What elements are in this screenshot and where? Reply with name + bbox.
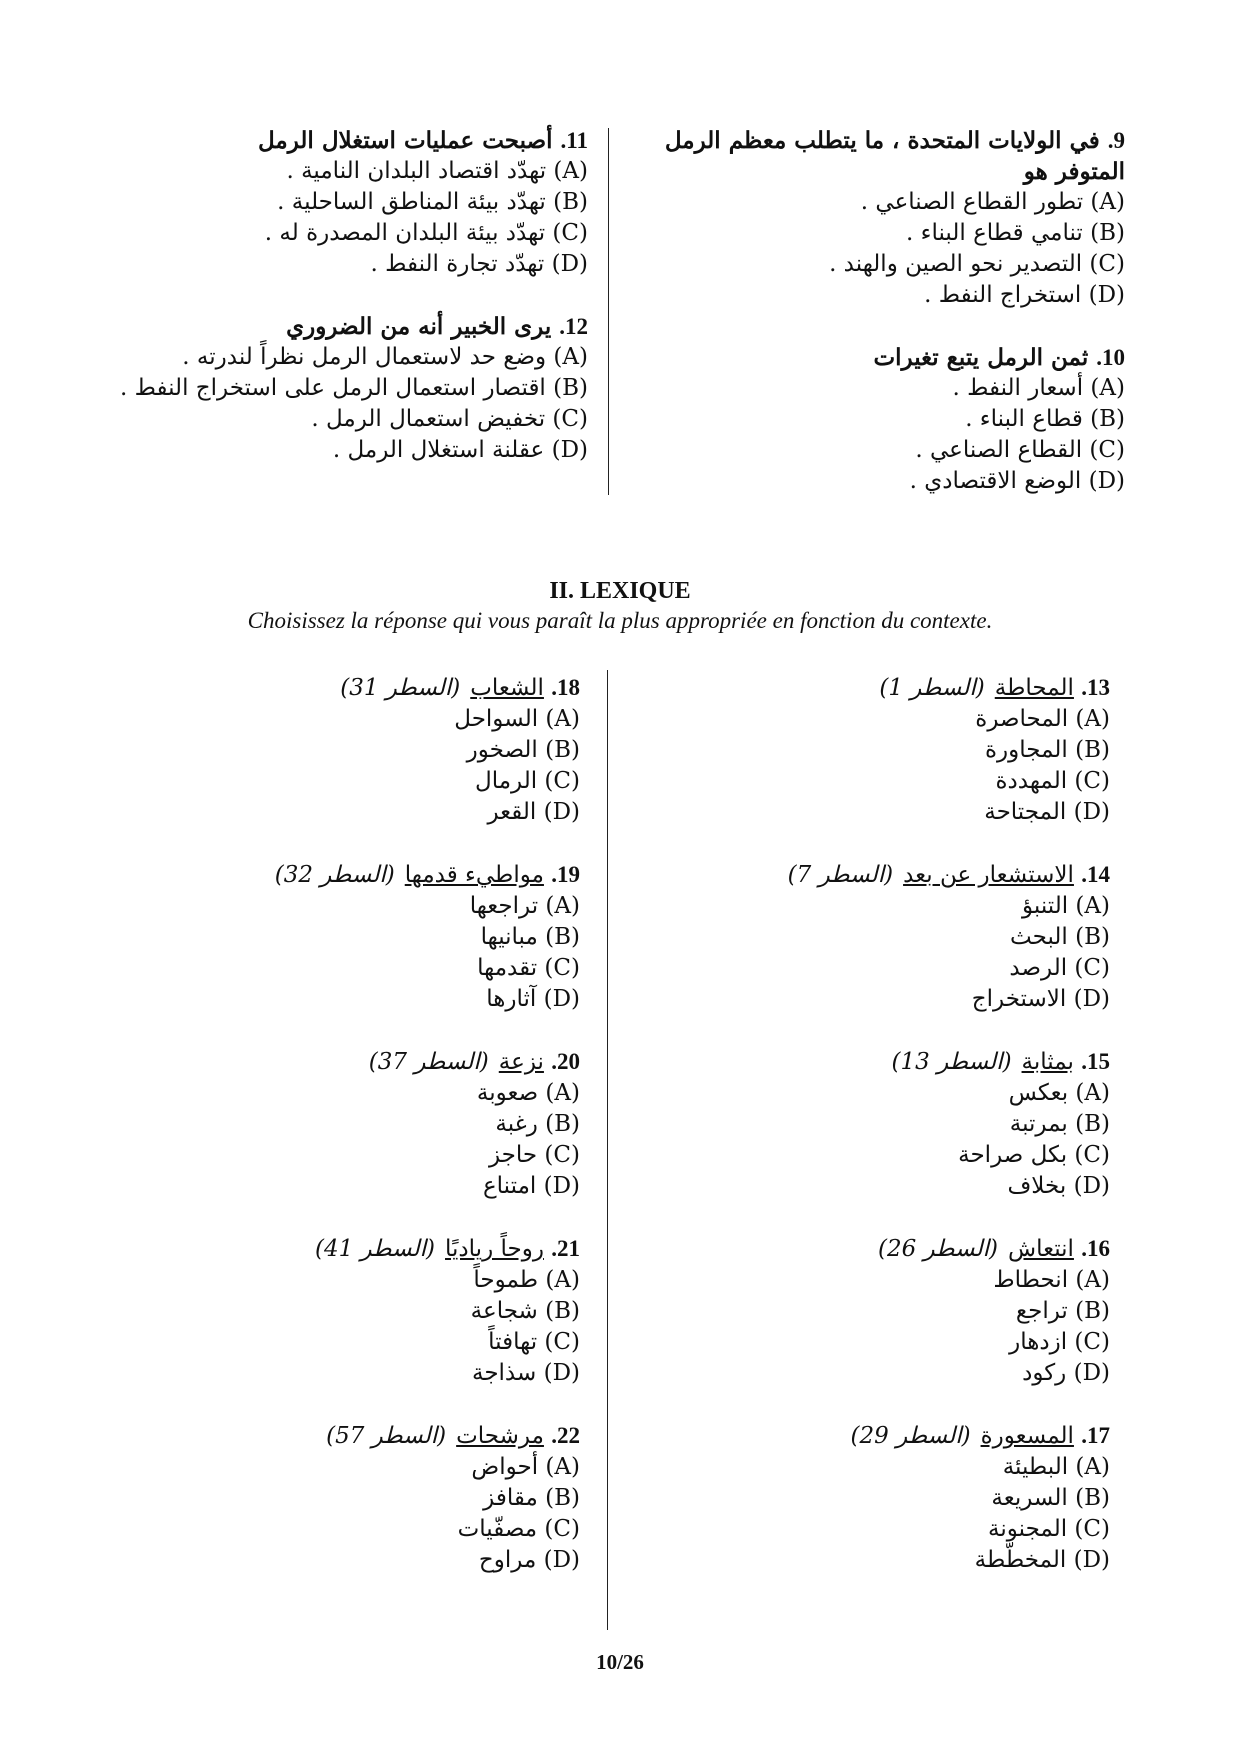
lexique-column-left bbox=[160, 672, 580, 1607]
answer-option: (A) المحاصرة bbox=[975, 706, 1110, 732]
question-number: 13. bbox=[1081, 675, 1110, 700]
answer-option: (C) المهددة bbox=[995, 768, 1110, 794]
answer-option: (D) تهدّد تجارة النفط . bbox=[370, 251, 588, 277]
answer-option: (A) البطيئة bbox=[1002, 1454, 1110, 1480]
question-text: يرى الخبير أنه من الضروري bbox=[286, 313, 552, 340]
section-title: II. LEXIQUE bbox=[549, 578, 691, 604]
answer-option: (D) عقلنة استغلال الرمل . bbox=[332, 437, 588, 463]
question-text: أصبحت عمليات استغلال الرمل bbox=[257, 127, 553, 154]
vocab-stem bbox=[160, 672, 580, 704]
vocab-stem bbox=[160, 1233, 580, 1265]
answer-option: (B) تهدّد بيئة المناطق الساحلية . bbox=[277, 189, 588, 215]
question-number: 18. bbox=[551, 675, 580, 700]
question-stem bbox=[118, 125, 588, 156]
answer-option: (D) القعر bbox=[487, 799, 580, 825]
vocab-word: الاستشعار عن بعد bbox=[903, 862, 1074, 888]
answer-option: (B) بمرتبة bbox=[1009, 1111, 1110, 1137]
answer-option: (D) المخطّطة bbox=[974, 1547, 1110, 1573]
vocab-word: المسعورة bbox=[980, 1423, 1074, 1449]
lexique-column-right bbox=[690, 672, 1110, 1607]
line-reference: (السطر 37) bbox=[368, 1049, 489, 1075]
question-number: 15. bbox=[1081, 1049, 1110, 1074]
answer-option: (B) شجاعة bbox=[470, 1298, 580, 1324]
answer-option: (A) طموحاً bbox=[473, 1267, 580, 1293]
answer-option: (C) الرصد bbox=[1009, 955, 1110, 981]
answer-option: (D) سذاجة bbox=[471, 1360, 580, 1386]
question-block bbox=[625, 342, 1125, 497]
line-reference: (السطر 32) bbox=[274, 862, 395, 888]
answer-option: (C) ازدهار bbox=[1009, 1329, 1110, 1355]
page-number: 10/26 bbox=[596, 1650, 644, 1674]
answer-option: (B) اقتصار استعمال الرمل على استخراج النفط . bbox=[120, 375, 588, 401]
answer-option: (D) الاستخراج bbox=[971, 986, 1110, 1012]
line-reference: (السطر 57) bbox=[326, 1423, 447, 1449]
answer-option: (A) تطور القطاع الصناعي . bbox=[860, 189, 1125, 215]
question-number: 20. bbox=[551, 1049, 580, 1074]
answer-option: (B) السريعة bbox=[991, 1485, 1110, 1511]
vocab-question bbox=[690, 859, 1110, 1015]
question-stem bbox=[625, 342, 1125, 373]
question-text: في الولايات المتحدة ، ما يتطلب معظم الرمل المتوفر هو bbox=[664, 127, 1125, 185]
question-number: 14. bbox=[1081, 862, 1110, 887]
answer-option: (A) السواحل bbox=[454, 706, 580, 732]
answer-option: (D) مراوح bbox=[478, 1547, 580, 1573]
vocab-word: الشعاب bbox=[470, 675, 544, 701]
vocab-stem bbox=[690, 672, 1110, 704]
answer-option: (A) أسعار النفط . bbox=[952, 375, 1125, 401]
answer-option: (C) بكل صراحة bbox=[958, 1142, 1110, 1168]
vocab-stem bbox=[160, 1046, 580, 1078]
line-reference: (السطر 7) bbox=[787, 862, 894, 888]
answer-option: (B) مبانيها bbox=[480, 924, 580, 950]
answer-option: (A) تراجعها bbox=[469, 893, 580, 919]
vocab-stem bbox=[160, 859, 580, 891]
answer-option: (B) الصخور bbox=[466, 737, 580, 763]
answer-option: (B) المجاورة bbox=[985, 737, 1110, 763]
answer-option: (C) تخفيض استعمال الرمل . bbox=[311, 406, 588, 432]
answer-option: (D) امتناع bbox=[482, 1173, 580, 1199]
vocab-word: انتعاش bbox=[1008, 1236, 1074, 1262]
answer-option: (C) الرمال bbox=[474, 768, 580, 794]
vocab-stem bbox=[690, 859, 1110, 891]
answer-option: (C) القطاع الصناعي . bbox=[915, 437, 1125, 463]
question-number: 16. bbox=[1081, 1236, 1110, 1261]
line-reference: (السطر 41) bbox=[314, 1236, 436, 1262]
answer-option: (B) مقافز bbox=[483, 1485, 580, 1511]
line-reference: (السطر 31) bbox=[340, 675, 461, 701]
answer-option: (D) المجتاحة bbox=[984, 799, 1110, 825]
question-number: 19. bbox=[551, 862, 580, 887]
questions-column-left bbox=[118, 125, 588, 497]
column-divider-top bbox=[608, 128, 609, 495]
answer-option: (C) تقدمها bbox=[477, 955, 580, 981]
answer-option: (A) صعوبة bbox=[476, 1080, 580, 1106]
answer-option: (B) تنامي قطاع البناء . bbox=[906, 220, 1125, 246]
answer-option: (A) التنبؤ bbox=[1022, 893, 1110, 919]
vocab-question bbox=[690, 672, 1110, 828]
vocab-word: المحاطة bbox=[994, 675, 1074, 701]
question-number: 22. bbox=[551, 1423, 580, 1448]
question-block bbox=[118, 311, 588, 466]
answer-option: (B) تراجع bbox=[1015, 1298, 1110, 1324]
question-number: 21. bbox=[551, 1236, 580, 1261]
vocab-question bbox=[160, 859, 580, 1015]
vocab-word: نزعة bbox=[498, 1049, 544, 1075]
answer-option: (C) التصدير نحو الصين والهند . bbox=[829, 251, 1125, 277]
vocab-stem bbox=[690, 1420, 1110, 1452]
question-block bbox=[625, 125, 1125, 311]
vocab-question bbox=[160, 672, 580, 828]
answer-option: (A) أحواض bbox=[471, 1454, 580, 1480]
vocab-question bbox=[160, 1046, 580, 1202]
vocab-word: مرشحات bbox=[456, 1423, 544, 1449]
answer-option: (C) المجنونة bbox=[988, 1516, 1110, 1542]
vocab-stem bbox=[690, 1233, 1110, 1265]
question-number: 10. bbox=[1096, 345, 1125, 370]
question-number: 12. bbox=[559, 314, 588, 339]
answer-option: (A) بعكس bbox=[1008, 1080, 1110, 1106]
answer-option: (D) ركود bbox=[1022, 1360, 1110, 1386]
answer-option: (A) وضع حد لاستعمال الرمل نظراً لندرته . bbox=[182, 344, 588, 370]
vocab-word: روحاً رياديًا bbox=[445, 1236, 544, 1262]
answer-option: (A) تهدّد اقتصاد البلدان النامية . bbox=[286, 158, 588, 184]
answer-option: (C) حاجز bbox=[488, 1142, 580, 1168]
line-reference: (السطر 1) bbox=[879, 675, 985, 701]
vocab-word: مواطيء قدمها bbox=[404, 862, 544, 888]
vocab-stem bbox=[690, 1046, 1110, 1078]
answer-option: (B) قطاع البناء . bbox=[965, 406, 1125, 432]
column-divider-bottom bbox=[607, 670, 608, 1630]
answer-option: (B) رغبة bbox=[495, 1111, 580, 1137]
answer-option: (C) تهافتاً bbox=[488, 1329, 580, 1355]
answer-option: (D) بخلاف bbox=[1007, 1173, 1110, 1199]
answer-option: (D) استخراج النفط . bbox=[924, 282, 1125, 308]
answer-option: (C) تهدّد بيئة البلدان المصدرة له . bbox=[264, 220, 588, 246]
question-stem bbox=[118, 311, 588, 342]
question-number: 17. bbox=[1081, 1423, 1110, 1448]
question-text: ثمن الرمل يتبع تغيرات bbox=[873, 344, 1089, 371]
line-reference: (السطر 29) bbox=[850, 1423, 971, 1449]
answer-option: (C) مصفّيات bbox=[457, 1516, 580, 1542]
line-reference: (السطر 26) bbox=[877, 1236, 999, 1262]
section-subtitle: Choisissez la réponse qui vous paraît la plus appropriée en fonction du contexte. bbox=[247, 608, 993, 633]
answer-option: (D) آثارها bbox=[486, 986, 580, 1012]
vocab-question bbox=[160, 1420, 580, 1576]
answer-option: (D) الوضع الاقتصادي . bbox=[909, 468, 1125, 494]
vocab-question bbox=[160, 1233, 580, 1389]
vocab-question bbox=[690, 1233, 1110, 1389]
question-block bbox=[118, 125, 588, 280]
answer-option: (B) البحث bbox=[1010, 924, 1110, 950]
vocab-stem bbox=[160, 1420, 580, 1452]
vocab-word: بمثابة bbox=[1021, 1049, 1074, 1075]
line-reference: (السطر 13) bbox=[891, 1049, 1012, 1075]
answer-option: (A) انحطاط bbox=[993, 1267, 1110, 1293]
vocab-question bbox=[690, 1046, 1110, 1202]
vocab-question bbox=[690, 1420, 1110, 1576]
question-number: 9. bbox=[1107, 128, 1125, 153]
questions-column-right bbox=[625, 125, 1125, 528]
question-stem bbox=[625, 125, 1125, 187]
question-number: 11. bbox=[560, 128, 588, 153]
